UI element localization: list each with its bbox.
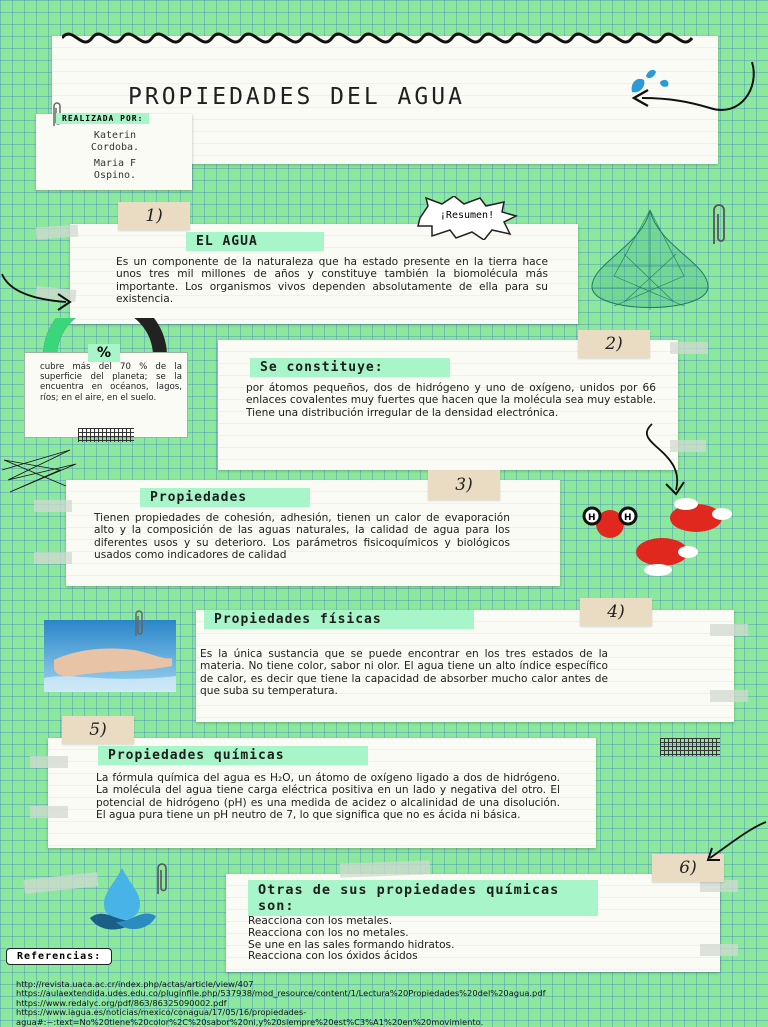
curved-arrow-icon [636,420,692,500]
properties-list [248,916,454,963]
author-name: Maria F Ospino. [93,158,137,181]
tape-decoration [30,756,68,768]
section-body: Es la única sustancia que se puede encontrar en los tres estados de la materia. No tiene color, sabor ni olor. El agua tiene un alto índice específico de calor, es decir que tiene la capacidad de absorber mucho calor antes de que suba su temperatura. [200,648,608,697]
references-label: Referencias: [6,948,112,965]
section-number: 1) [118,202,190,230]
tape-decoration [34,500,72,512]
stat-text: cubre más del 70 % de la superficie del planeta; se la encuentra en océanos, lagos, ríos; en el aire, en el suelo. [40,362,182,403]
paperclip-icon [132,608,146,638]
references-list [16,980,756,1027]
section-body: Tienen propiedades de cohesión, adhesión, tienen un calor de evaporación alto y la composición de las aguas naturales, la calidad de agua para los diferentes usos y su deterioro. Los parámetros fisicoquímicos y biológicos usados como indicadores de calidad [94,512,510,561]
curved-arrow-icon [690,818,768,868]
section-heading: Otras de sus propiedades químicas son: [248,880,598,916]
tape-decoration [34,552,72,564]
list-item: Se une en las sales formando hidratos. [248,938,455,951]
section-number: 2) [578,330,650,358]
section-heading: Propiedades [140,488,310,507]
section-number: 3) [428,470,500,500]
page-title: PROPIEDADES DEL AGUA [128,84,465,110]
section-heading: Propiedades químicas [98,746,368,765]
percent-symbol: % [88,344,120,362]
list-item: Reacciona con los metales. [248,915,393,927]
tape-decoration [710,690,748,702]
reference-link[interactable]: https://www.iagua.es/noticias/mexico/conagua/17/05/16/propiedades- [16,1008,307,1018]
hand-water-photo [44,620,176,692]
grid-scrap-decoration [660,738,720,756]
section-heading: Propiedades físicas [204,610,474,629]
resumen-label: ¡Resumen! [439,210,495,221]
section-number: 4) [580,598,652,626]
section-heading: Se constituye: [250,358,450,377]
section-body: Es un componente de la naturaleza que ha estado presente en la tierra hace unos tres mil millones de años y constituye también la biomolécula más importante. Los organismos vivos dependen absolutamente de ella para su existencia. [116,256,548,305]
reference-link[interactable]: http://revista.uaca.ac.cr/index.php/actas/article/view/407 [16,980,254,989]
curved-arrow-icon [0,270,80,314]
authors-label: REALIZADA POR: [56,113,149,124]
hydrogen-label: H [624,513,632,523]
reference-link[interactable]: https://aulaextendida.udes.edu.co/pluginfile.php/537938/mod_resource/content/1/Lectura%20Propiedades%20del%20agua.pdf [16,989,546,999]
section-heading: EL AGUA [186,232,324,251]
tape-decoration [670,342,708,354]
reference-link[interactable]: https://www.redalyc.org/pdf/863/86325090002.pdf [16,998,227,1008]
spiral-binding-decoration [62,24,702,52]
list-item: Reacciona con los no metales. [248,926,409,939]
paperclip-icon [154,860,170,896]
curved-arrow-icon [620,58,760,130]
section-number: 6) [652,854,724,882]
section-body: La fórmula química del agua es H₂O, un átomo de oxígeno ligado a dos de hidrógeno. La molécula del agua tiene carga eléctrica positiva en un lado y negativa del otro. El potencial de hidrógeno (pH) es una medida de acidez o alcalinidad de una disolución. El agua pura tiene un pH neutro de 7, lo que significa que no es ácida ni básica. [96,772,560,821]
tape-decoration [30,806,68,818]
reference-link[interactable]: agua#:~:text=No%20tiene%20color%2C%20sabor%20ni,y%20siempre%20est%C3%A1%20en%20movimiento. [16,1017,484,1027]
list-item: Reacciona con los óxidos ácidos [248,950,418,963]
water-drop-mesh-icon [584,206,714,318]
author-name: Katerin Cordoba. [90,130,140,153]
water-molecule-illustration [566,494,746,580]
section-body: por átomos pequeños, dos de hidrógeno y uno de oxígeno, unidos por 66 enlaces covalentes muy fuertes que hacen que la molécula sea muy estable. Tiene una distribución irregular de la densidad electrónica. [246,382,656,419]
paperclip-icon [708,202,728,246]
tape-decoration [710,624,748,636]
section-number: 5) [62,716,134,744]
tape-decoration [700,944,738,956]
hydrogen-label: H [588,513,596,523]
grid-scrap-decoration [78,428,134,442]
